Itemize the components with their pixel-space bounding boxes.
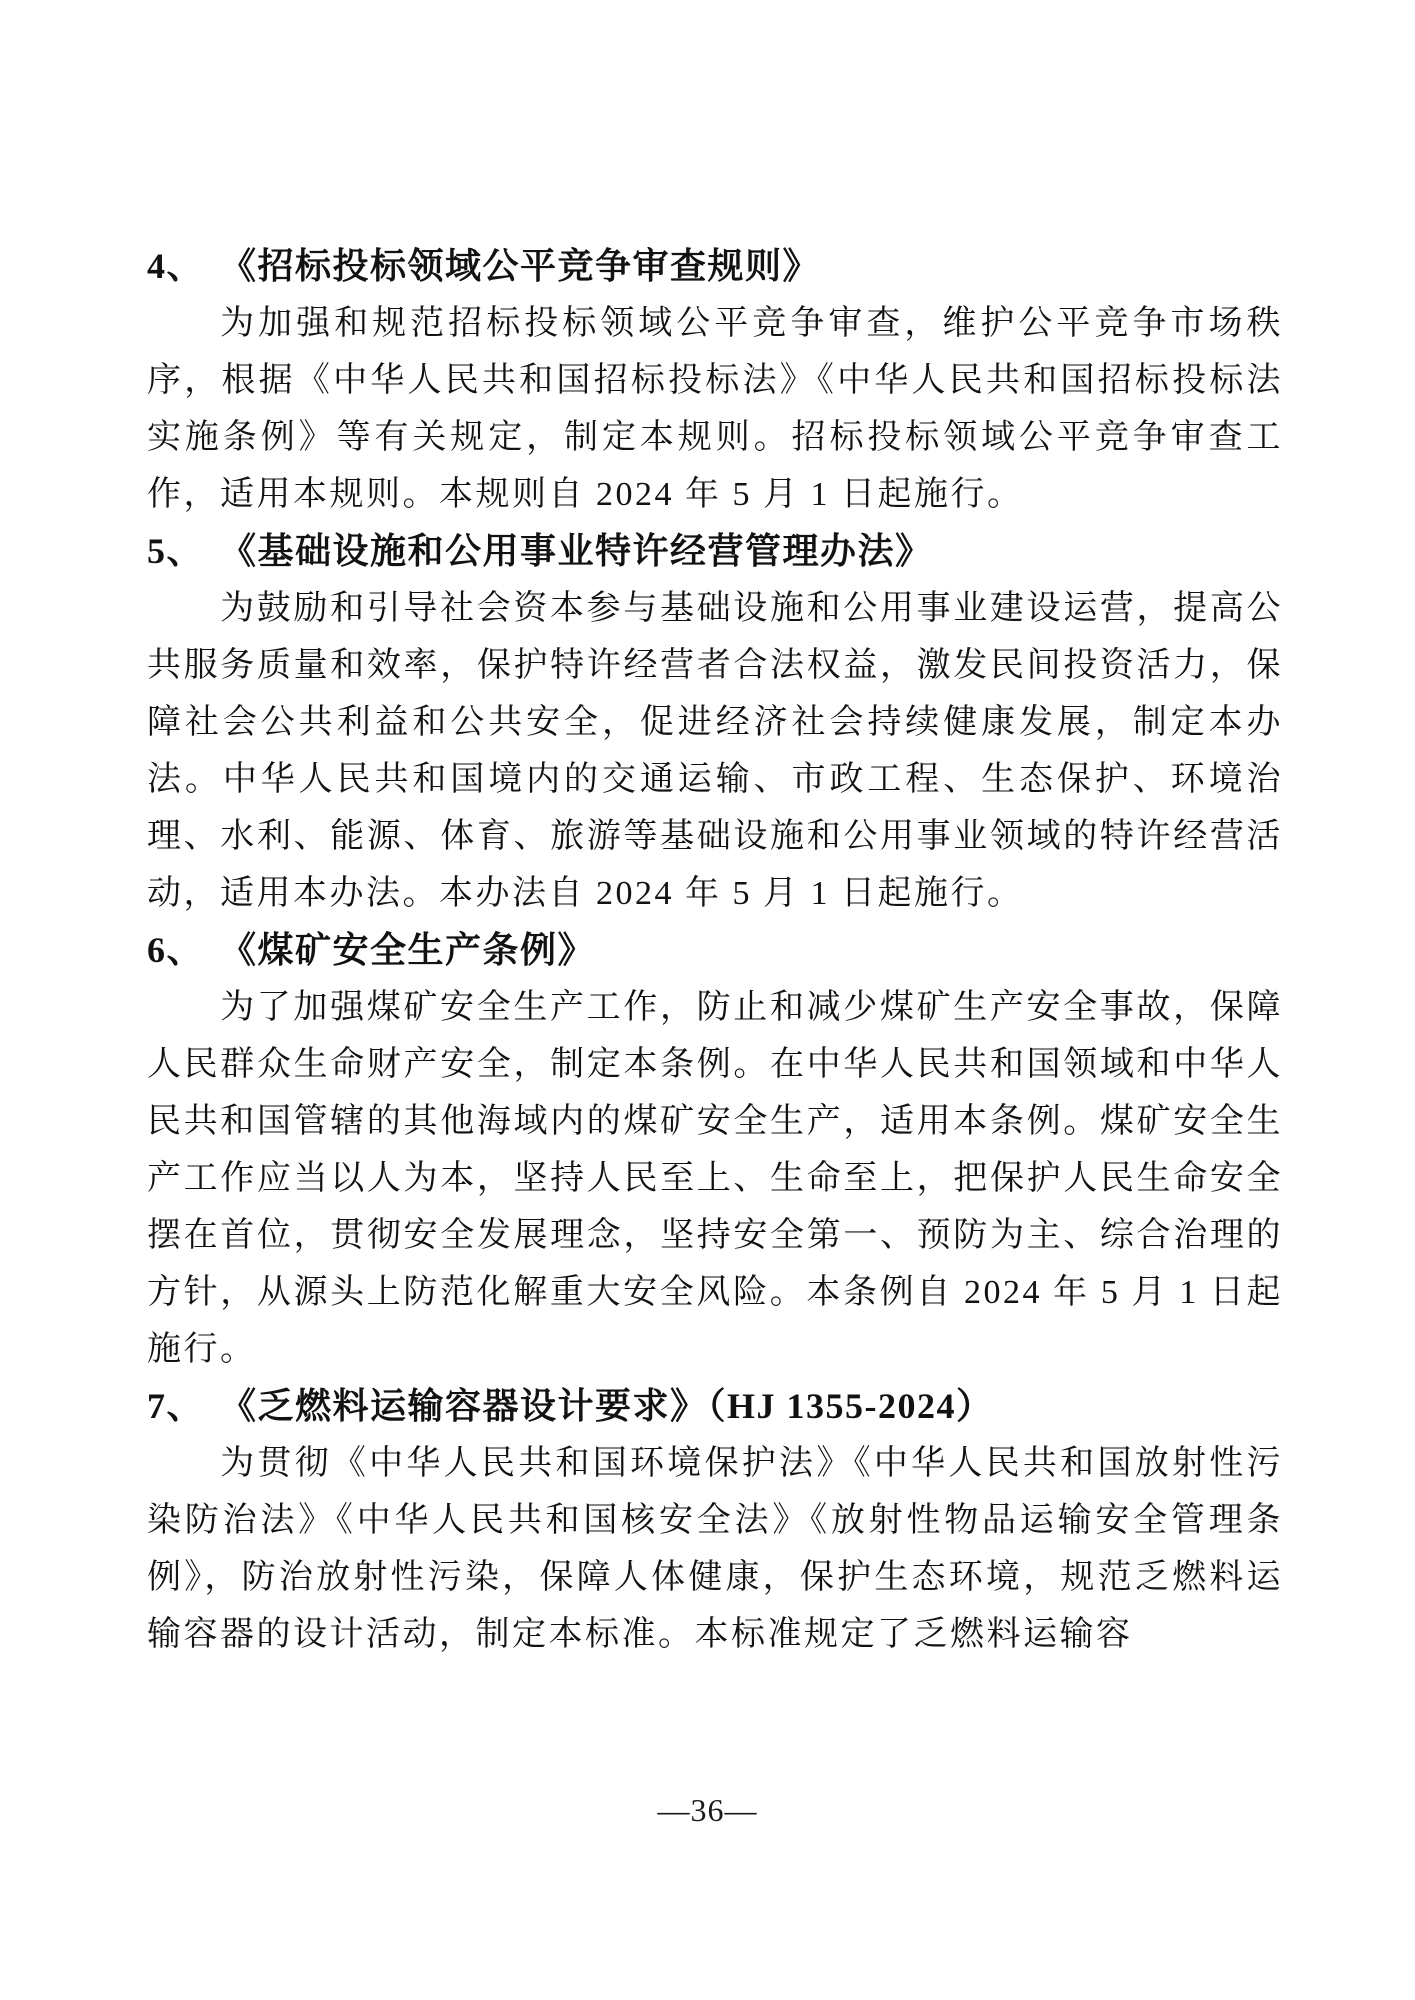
regulation-section-6 — [147, 922, 1283, 1378]
document-content — [147, 238, 1283, 1663]
page-number: —36— — [657, 1792, 758, 1828]
section-number: 4、 — [147, 246, 205, 286]
section-heading — [147, 922, 1283, 979]
section-paragraph: 为贯彻《中华人民共和国环境保护法》《中华人民共和国放射性污染防治法》《中华人民共和国核安全法》《放射性物品运输安全管理条例》，防治放射性污染，保障人体健康，保护生态环境，规范乏燃料运输容器的设计活动，制定本标准。本标准规定了乏燃料运输容 — [147, 1445, 1283, 1653]
regulation-section-4 — [147, 238, 1283, 523]
section-number: 7、 — [147, 1386, 205, 1426]
page-footer — [0, 1792, 1415, 1829]
section-paragraph: 为鼓励和引导社会资本参与基础设施和公用事业建设运营，提高公共服务质量和效率，保护特许经营者合法权益，激发民间投资活力，保障社会公共利益和公共安全，促进经济社会持续健康发展，制定本办法。中华人民共和国境内的交通运输、市政工程、生态保护、环境治理、水利、能源、体育、旅游等基础设施和公用事业领域的特许经营活动，适用本办法。本办法自 2024 年 5 月 1 日起施行。 — [147, 590, 1283, 912]
section-number: 6、 — [147, 930, 205, 970]
section-title: 《煤矿安全生产条例》 — [220, 930, 596, 970]
section-title: 《基础设施和公用事业特许经营管理办法》 — [220, 531, 933, 571]
section-heading — [147, 1378, 1283, 1435]
section-title: 《乏燃料运输容器设计要求》（HJ 1355-2024） — [220, 1386, 994, 1426]
section-paragraph: 为了加强煤矿安全生产工作，防止和减少煤矿生产安全事故，保障人民群众生命财产安全，制定本条例。在中华人民共和国领域和中华人民共和国管辖的其他海域内的煤矿安全生产，适用本条例。煤矿安全生产工作应当以人为本，坚持人民至上、生命至上，把保护人民生命安全摆在首位，贯彻安全发展理念，坚持安全第一、预防为主、综合治理的方针，从源头上防范化解重大安全风险。本条例自 2024 年 5 月 1 日起施行。 — [147, 989, 1283, 1368]
regulation-section-5 — [147, 523, 1283, 922]
section-heading — [147, 238, 1283, 295]
section-number: 5、 — [147, 531, 205, 571]
section-heading — [147, 523, 1283, 580]
section-paragraph: 为加强和规范招标投标领域公平竞争审查，维护公平竞争市场秩序，根据《中华人民共和国招标投标法》《中华人民共和国招标投标法实施条例》等有关规定，制定本规则。招标投标领域公平竞争审查工作，适用本规则。本规则自 2024 年 5 月 1 日起施行。 — [147, 305, 1283, 513]
regulation-section-7 — [147, 1378, 1283, 1663]
section-title: 《招标投标领域公平竞争审查规则》 — [220, 246, 821, 286]
